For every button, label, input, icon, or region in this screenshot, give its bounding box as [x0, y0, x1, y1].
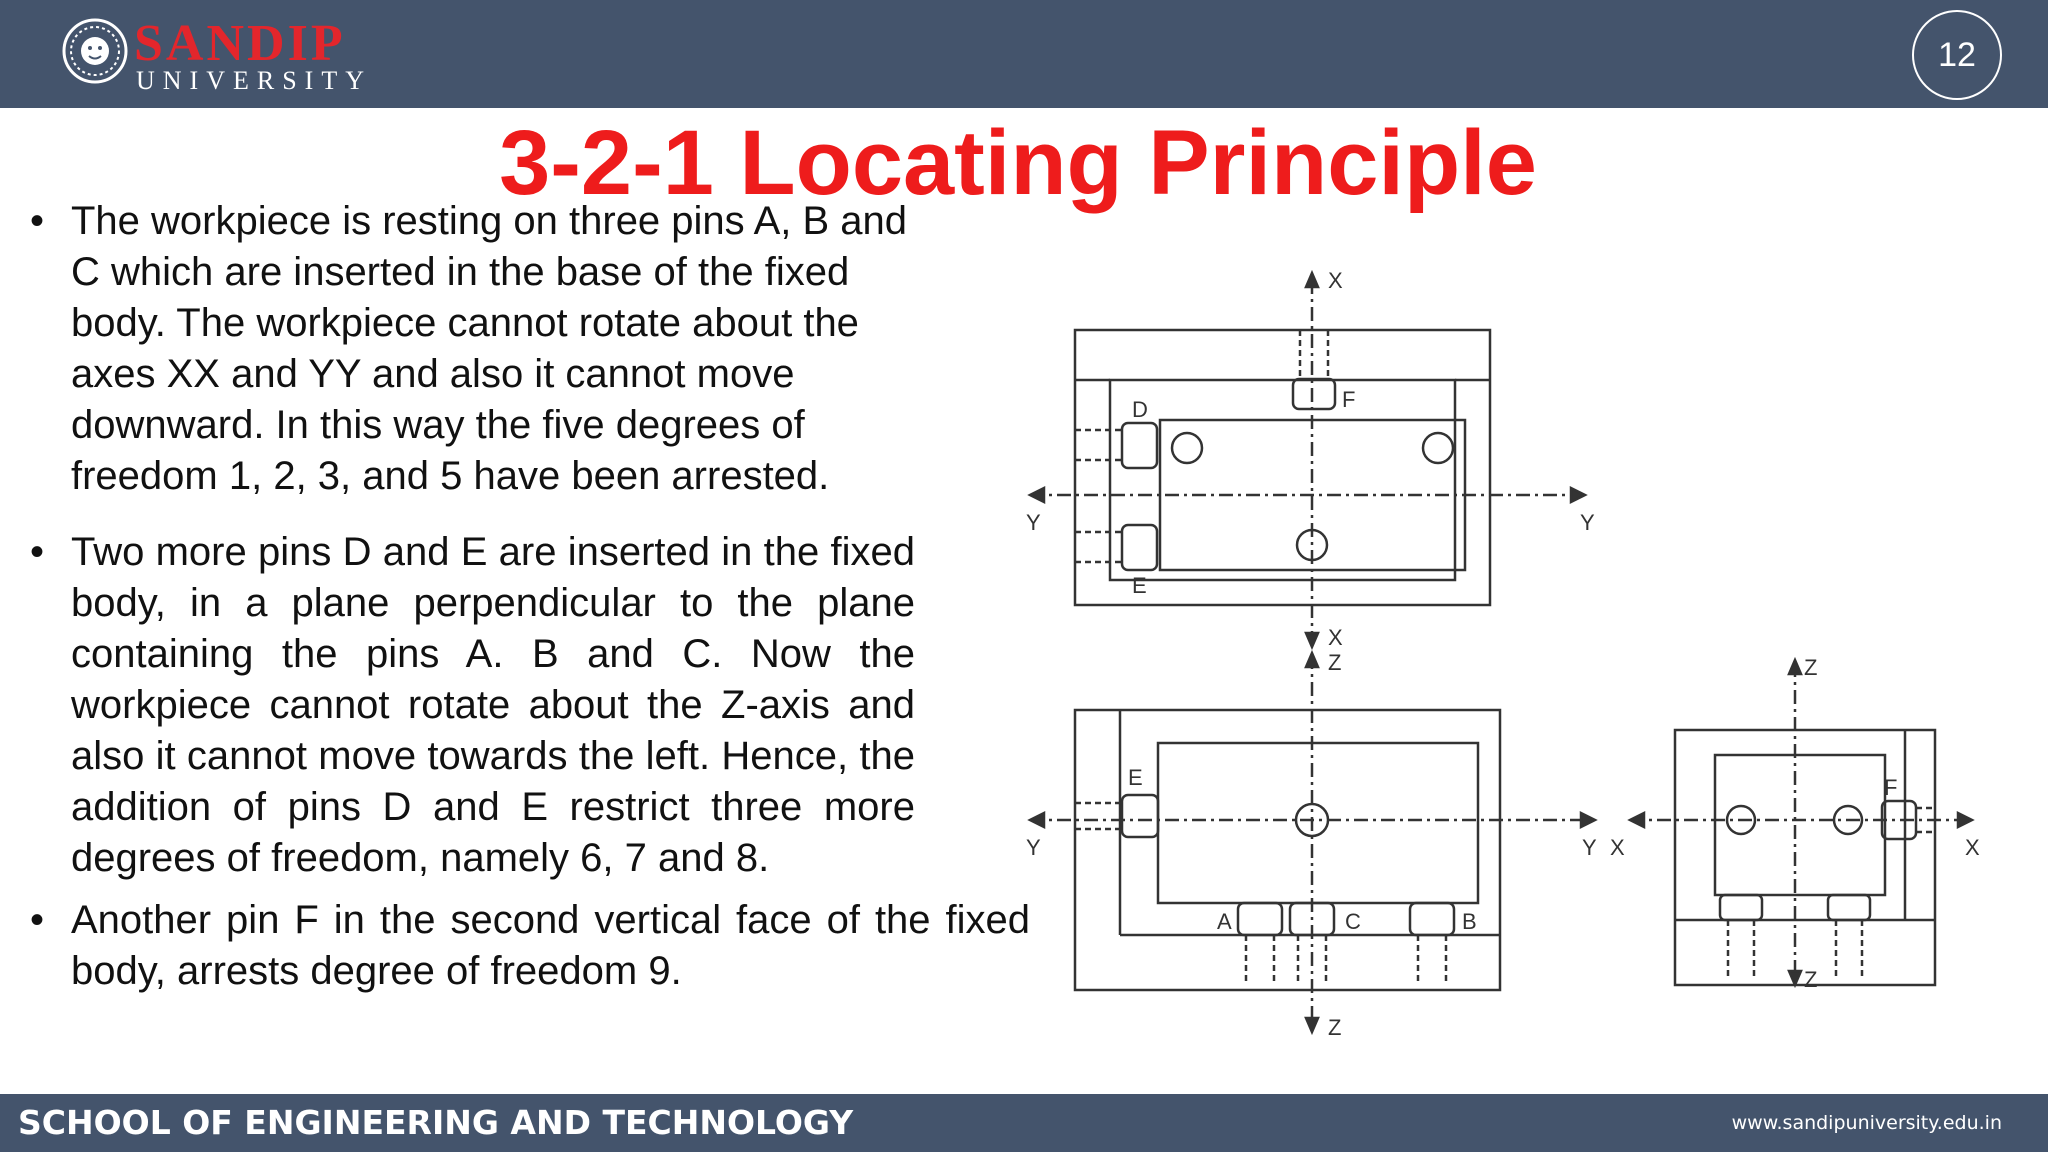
pin-label-f: F	[1884, 775, 1898, 800]
slide-title: 3-2-1 Locating Principle	[499, 112, 1537, 214]
side-view	[1610, 655, 1980, 992]
page-number: 12	[1912, 10, 2002, 100]
bullet-text: The workpiece is resting on three pins A, B and C which are inserted in the base of the fixed body. The workpiece cannot rotate about the axes XX and YY and also it cannot move downward. In this way the five degrees of freedom 1, 2, 3, and 5 have been arrested.	[71, 199, 908, 498]
bullet-text: Two more pins D and E are inserted in the fixed body, in a plane perpendicular to the plane containing the pins A. B and C. Now the workpiece cannot rotate about the Z-axis and also it cannot move towards the left. Hence, the addition of pins D and E restrict three more degrees of freedom, namely 6, 7 and 8.	[71, 530, 915, 880]
axis-label-z: Z	[1804, 967, 1818, 992]
axis-label-x: X	[1328, 268, 1343, 293]
bullet-list	[30, 196, 1030, 997]
bullet-item	[30, 196, 910, 502]
axis-label-y: Y	[1582, 835, 1597, 860]
bullet-dot: •	[30, 199, 45, 243]
top-view	[1026, 268, 1595, 650]
axis-label-x: X	[1965, 835, 1980, 860]
axis-label-y: Y	[1026, 835, 1041, 860]
pin-label-b: B	[1462, 909, 1477, 934]
bullet-item	[30, 527, 915, 884]
pin-label-e: E	[1132, 573, 1147, 598]
axis-label-x: X	[1328, 625, 1343, 650]
bullet-dot: •	[30, 898, 45, 942]
axis-label-y: Y	[1580, 510, 1595, 535]
bullet-item	[30, 895, 1030, 997]
footer-bar	[0, 1094, 2048, 1152]
website-link[interactable]: www.sandipuniversity.edu.in	[1731, 1112, 2002, 1134]
axis-label-x: X	[1610, 835, 1625, 860]
pin-label-f: F	[1342, 387, 1356, 412]
axis-label-y: Y	[1026, 510, 1041, 535]
pin-label-c: C	[1345, 909, 1361, 934]
bullet-dot: •	[30, 530, 45, 574]
pin-label-a: A	[1217, 909, 1232, 934]
axis-label-z: Z	[1804, 655, 1818, 680]
axis-label-z: Z	[1328, 650, 1342, 675]
front-view	[1026, 650, 1597, 1040]
lion-emblem-icon	[62, 18, 128, 84]
university-logo	[62, 15, 372, 96]
axis-label-z: Z	[1328, 1015, 1342, 1040]
logo-name: SANDIP	[134, 15, 346, 72]
school-name: SCHOOL OF ENGINEERING AND TECHNOLOGY	[18, 1103, 854, 1142]
pin-label-e: E	[1128, 765, 1143, 790]
logo-subtitle: UNIVERSITY	[136, 66, 372, 95]
bullet-text: Another pin F in the second vertical face of the fixed body, arrests degree of freedom 9.	[71, 898, 1030, 993]
locating-diagram	[1010, 255, 2010, 1055]
header-bar	[0, 0, 2048, 108]
pin-label-d: D	[1132, 397, 1148, 422]
